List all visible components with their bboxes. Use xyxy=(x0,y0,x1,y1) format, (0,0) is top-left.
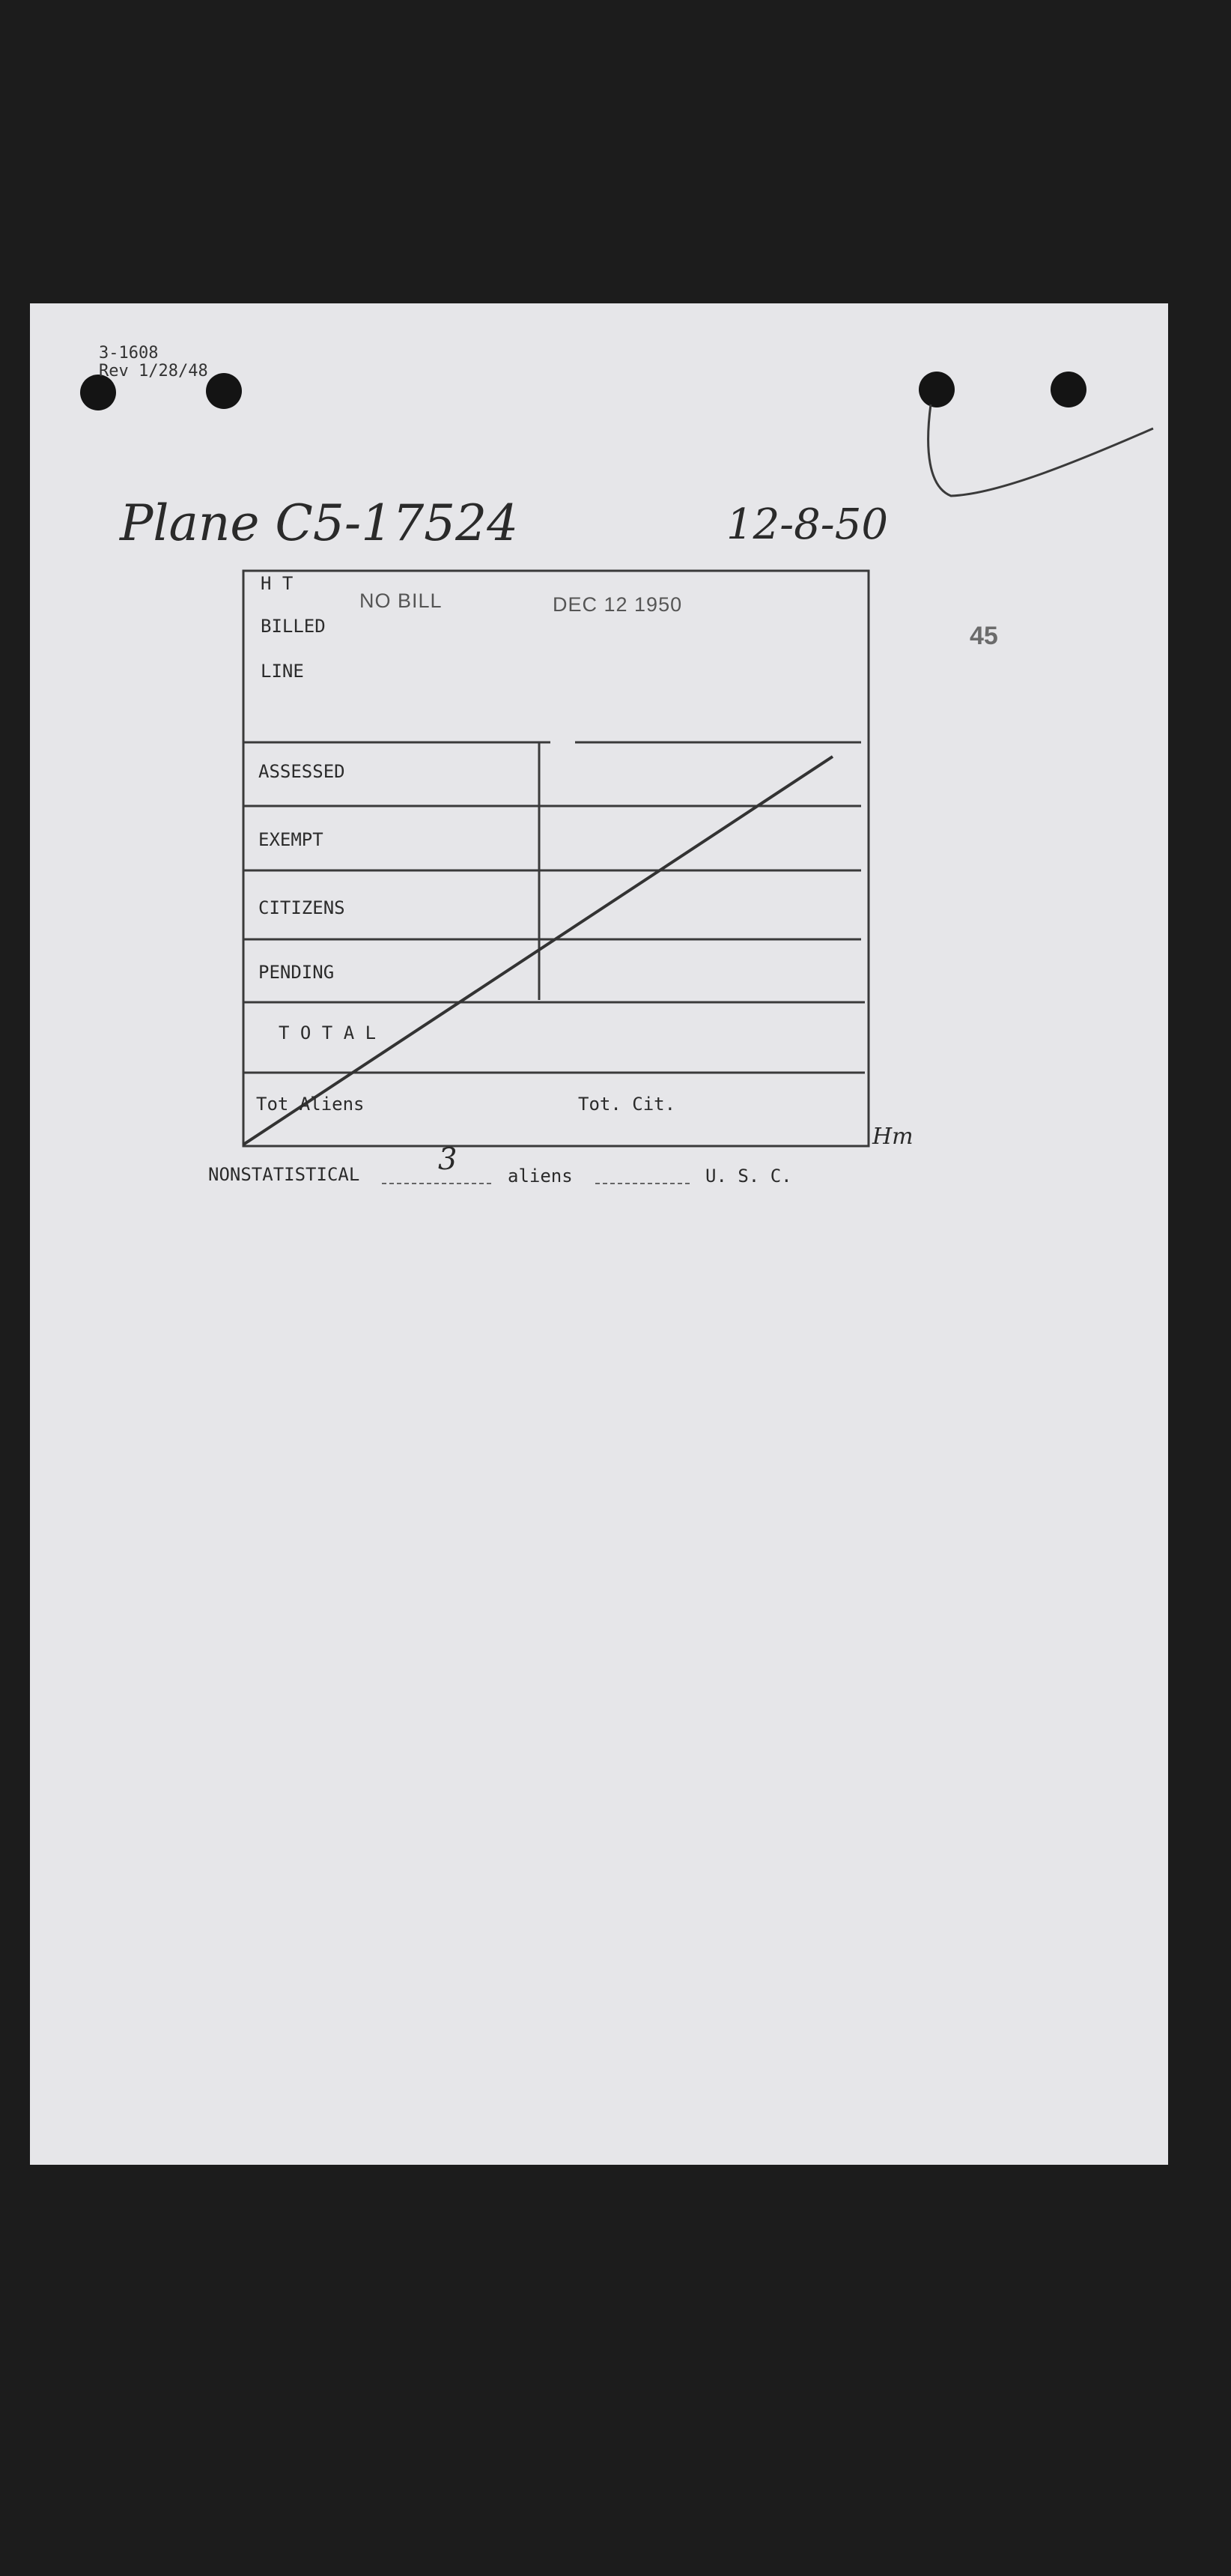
tot-cit: Tot. Cit. xyxy=(578,1094,676,1115)
row-citizens: CITIZENS xyxy=(258,897,345,918)
usc-label: U. S. C. xyxy=(705,1166,792,1187)
row-pending: PENDING xyxy=(258,962,335,983)
date-stamp: DEC 12 1950 xyxy=(553,593,683,616)
nonstatistical-label: NONSTATISTICAL xyxy=(208,1164,360,1185)
row-exempt: EXEMPT xyxy=(258,829,323,850)
nonstatistical-count: 3 xyxy=(438,1142,458,1177)
form-code: 3-1608 xyxy=(99,344,159,363)
label-line: LINE xyxy=(261,661,304,682)
form-revision: Rev 1/28/48 xyxy=(99,362,208,381)
row-total: T O T A L xyxy=(279,1022,377,1043)
handwritten-date: 12-8-50 xyxy=(726,500,888,549)
label-billed: BILLED xyxy=(261,616,326,637)
initials: Hm xyxy=(872,1124,914,1150)
label-ht: H T xyxy=(261,573,294,594)
page-number: 45 xyxy=(970,622,998,650)
no-bill-stamp: NO BILL xyxy=(359,590,443,612)
plane-number: Plane C5-17524 xyxy=(120,494,519,552)
pencil-mark xyxy=(928,404,1153,496)
row-assessed: ASSESSED xyxy=(258,761,345,782)
tot-aliens: Tot Aliens xyxy=(256,1094,365,1115)
aliens-label: aliens xyxy=(508,1166,573,1187)
